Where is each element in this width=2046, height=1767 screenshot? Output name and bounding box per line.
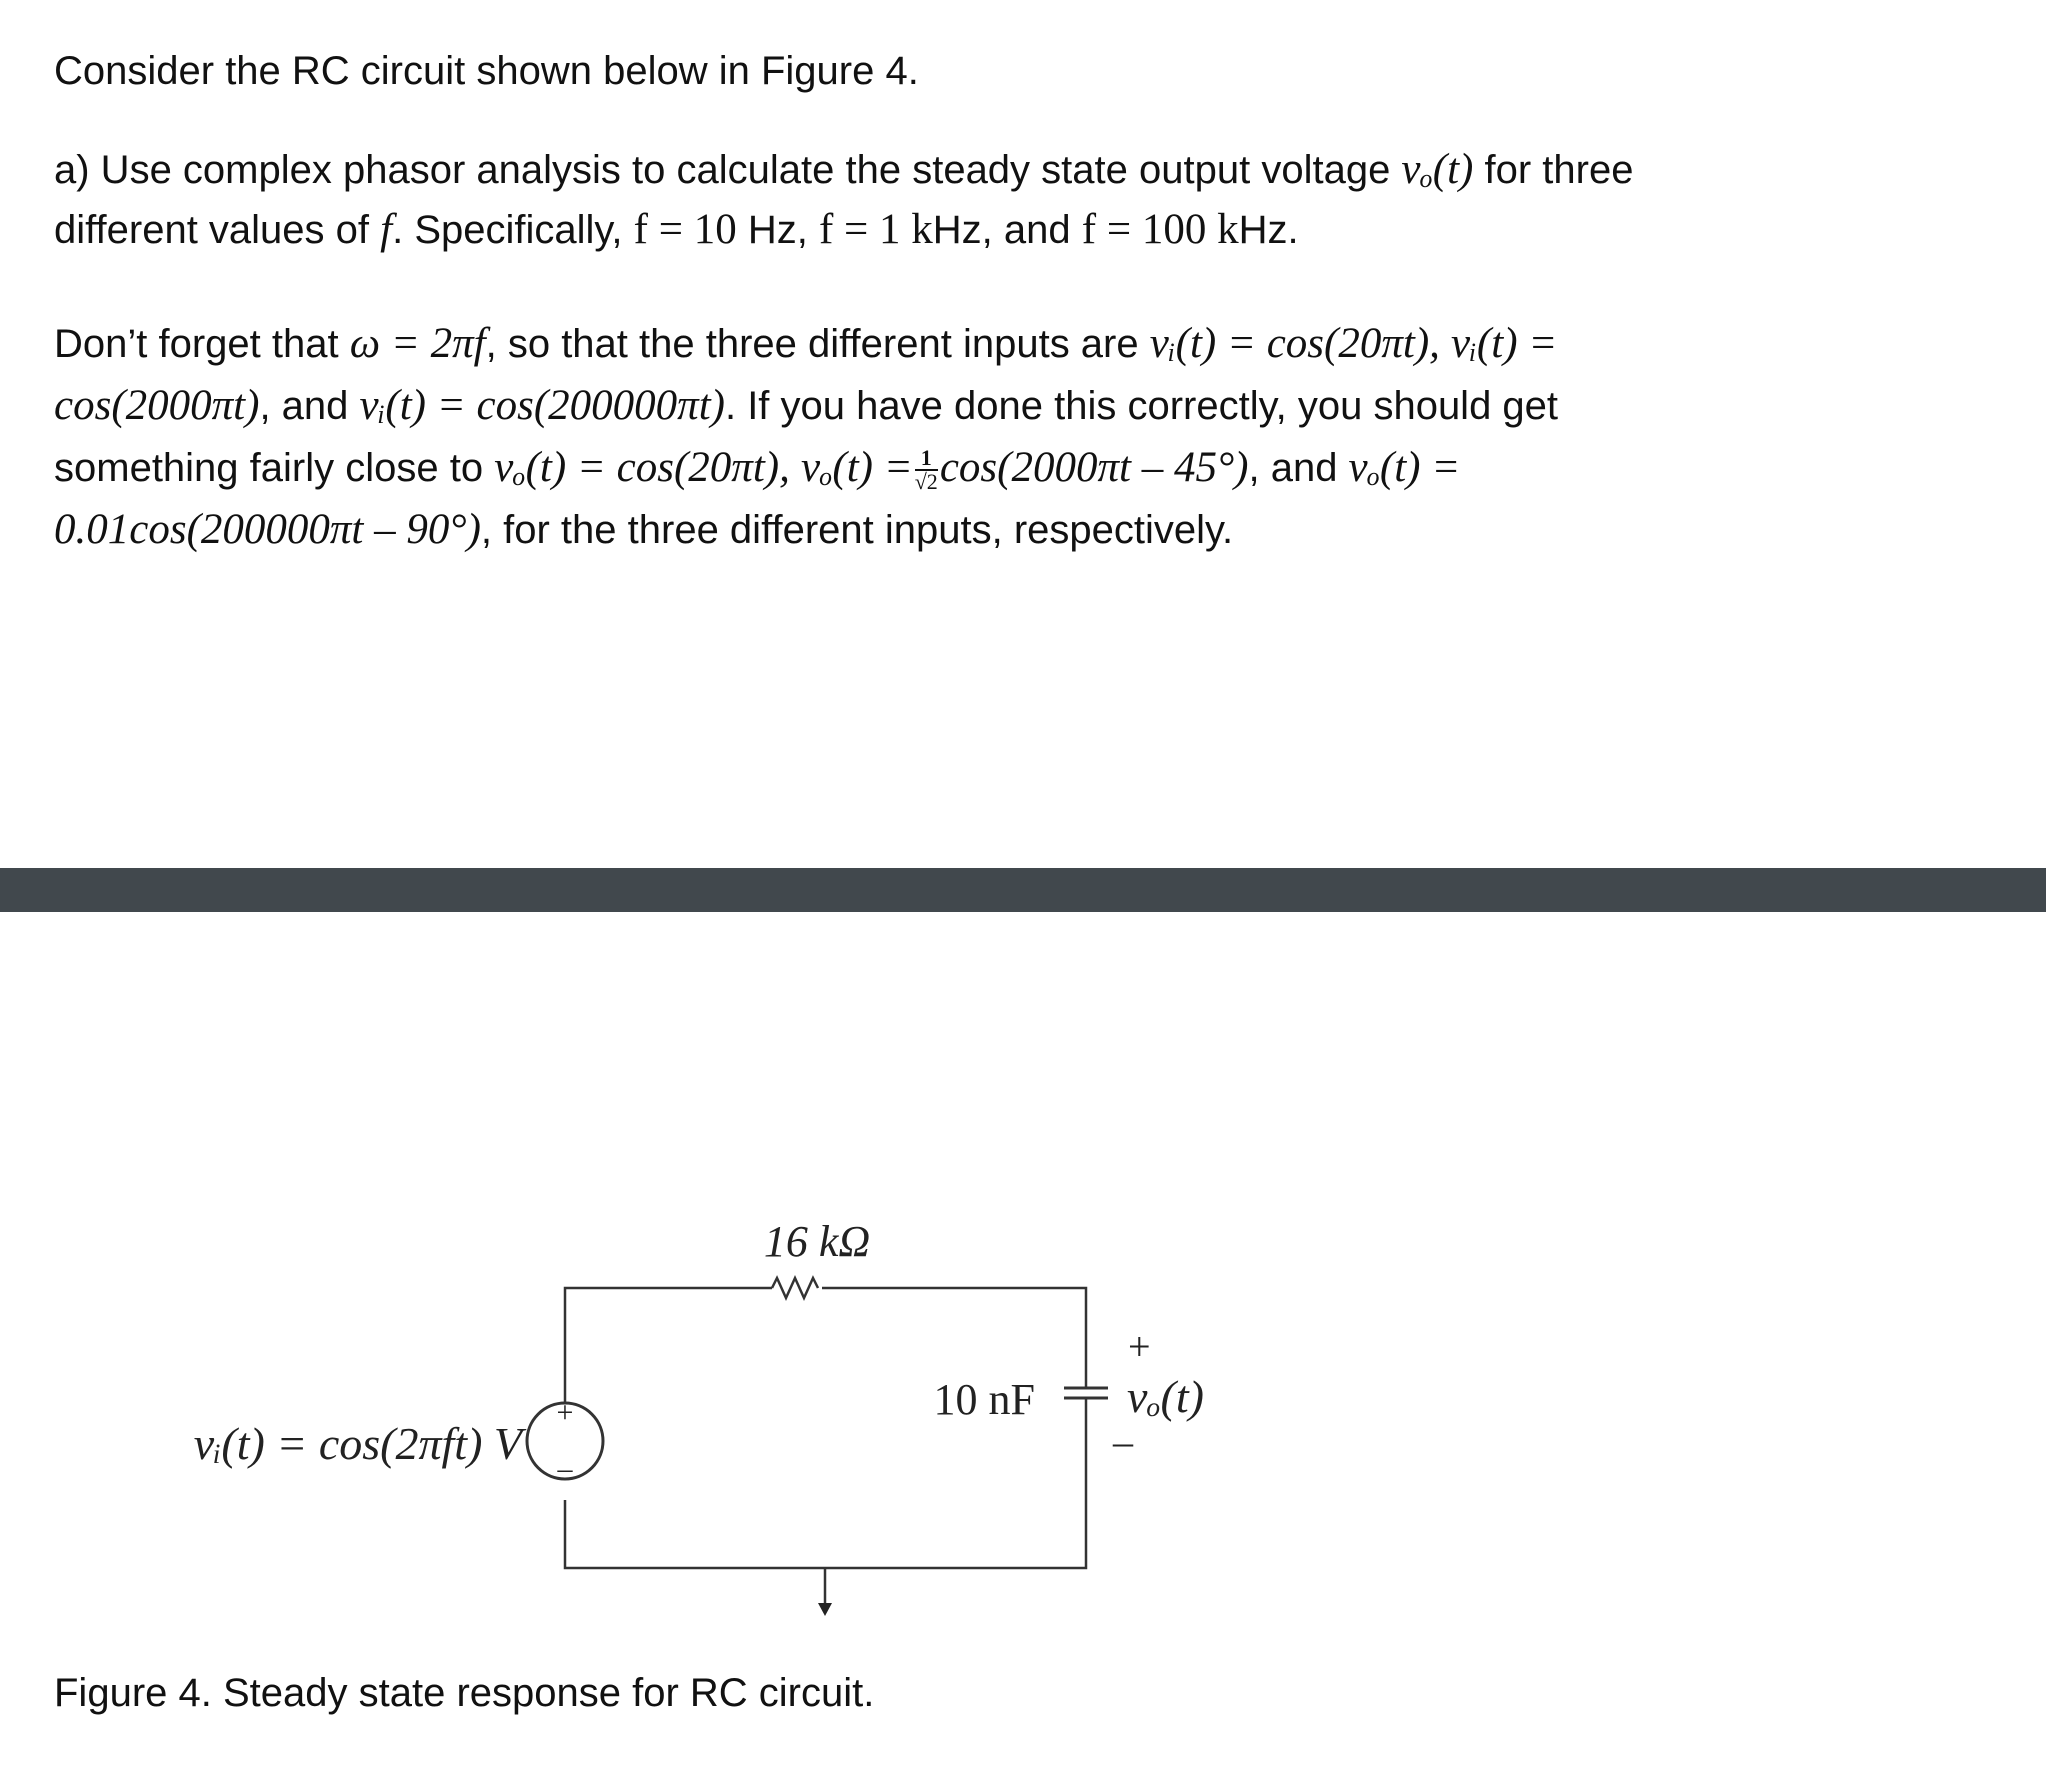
part-a-text: Hz, and [932,208,1082,252]
output-voltage-label: vₒ(t) [1127,1371,1204,1422]
hint-text: , so that the three different inputs are [485,322,1150,366]
intro-sentence: Consider the RC circuit shown below in Figure 4. [54,49,919,93]
part-a-text: Hz, [736,208,819,252]
part-a-question [54,140,1633,260]
resistor-label: 16 kΩ [763,1217,871,1266]
frequency-value-2: f = 1 k [818,206,933,253]
circuit-wires [565,1278,1086,1605]
section-divider-bar [0,868,2046,912]
source-minus-sign: – [557,1452,573,1485]
frequency-value-1: f = 10 [633,206,737,253]
hint-text: something fairly close to [54,446,495,490]
part-a-text: different values of [54,208,381,252]
input-equation-1: vᵢ(t) = cos(20πt), [1149,320,1440,367]
hint-text: Don’t forget that [54,322,350,366]
output-equation-1: vₒ(t) = cos(20πt), [494,444,790,491]
frequency-value-3: f = 100 k [1081,206,1239,253]
omega-equation: ω = 2πf [349,320,486,367]
output-equation-2-rhs: cos(2000πt – 45°) [939,444,1249,491]
fraction-numerator: 1 [915,447,938,471]
resistor-zigzag [772,1278,818,1298]
output-equation-3-lhs: vₒ(t) = [1348,444,1461,491]
output-minus-sign: – [1113,1419,1133,1464]
capacitor-label: 10 nF [933,1375,1035,1424]
source-plus-sign: + [556,1396,574,1429]
frequency-symbol: f [380,206,393,253]
one-over-root-two [915,447,938,493]
hint-text: , and [1248,446,1349,490]
output-equation-2-lhs: vₒ(t) = [801,444,913,491]
output-voltage-symbol: vₒ(t) [1401,146,1474,193]
hint-text: , for the three different inputs, respectively. [480,508,1234,552]
hint-text: . If you have done this correctly, you should get [724,384,1559,428]
input-equation-2-rhs: cos(2000πt) [54,382,260,429]
ground-arrow-icon [818,1603,832,1616]
part-a-text: a) Use complex phasor analysis to calculate the steady state output voltage [54,148,1402,192]
part-a-text: Hz. [1238,208,1299,252]
hint-text: , and [259,384,360,428]
wire-right-top [822,1288,1086,1388]
output-plus-sign: + [1128,1324,1151,1369]
input-equation-2-lhs: vᵢ(t) = [1451,320,1558,367]
output-equation-3-rhs: 0.01cos(200000πt – 90°) [54,506,481,553]
source-voltage-label: vᵢ(t) = cos(2πft) V [193,1418,522,1469]
input-equation-3: vᵢ(t) = cos(200000πt) [359,382,725,429]
fraction-denominator: √2 [914,469,938,495]
rc-circuit-diagram [0,1180,1300,1650]
part-a-text: for three [1473,148,1634,192]
hint-paragraph [54,313,1558,561]
intro-text [54,42,919,101]
part-a-text: . Specifically, [392,208,634,252]
figure-caption: Figure 4. Steady state response for RC circuit. [54,1671,875,1715]
